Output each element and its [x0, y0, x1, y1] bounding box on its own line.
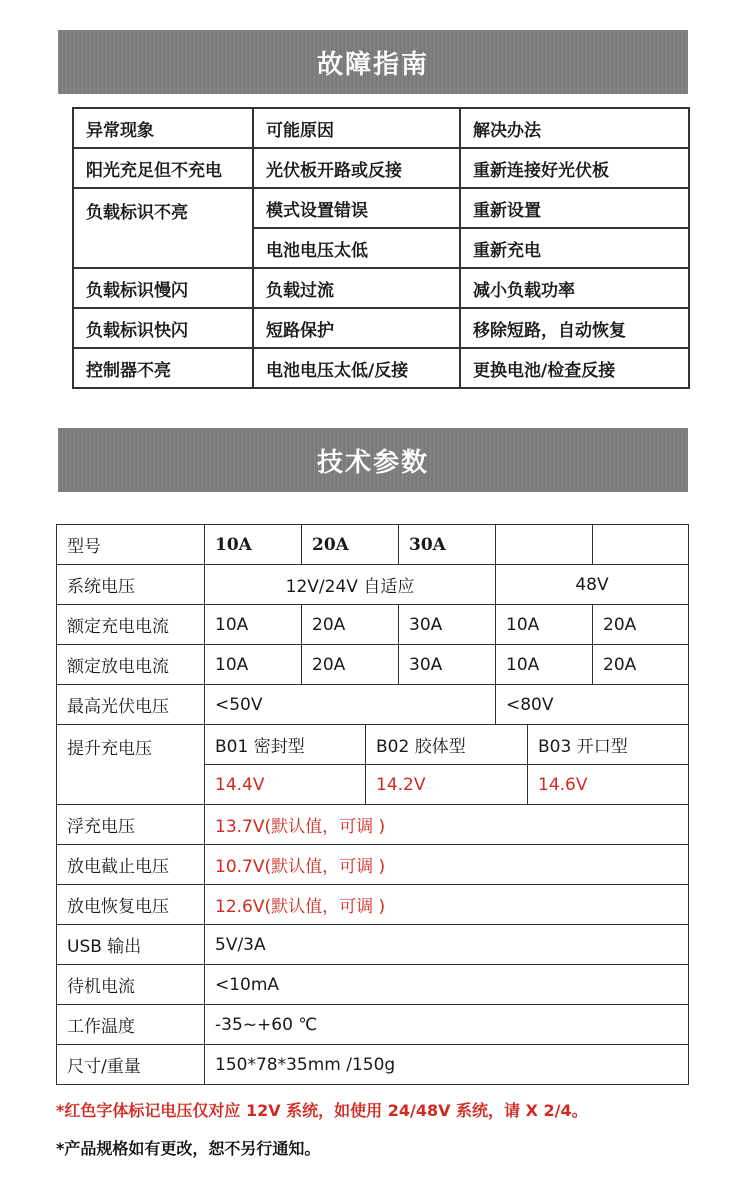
table-row [57, 1045, 689, 1085]
model-cell: 10A [205, 525, 302, 565]
battery-type-cell: B03 开口型 [528, 725, 689, 765]
header-cell: 异常现象 [73, 108, 253, 148]
model-cell: 30A [399, 525, 496, 565]
table-row [57, 885, 689, 925]
header-cell: 解决办法 [460, 108, 689, 148]
solution-cell: 重新充电 [460, 228, 689, 268]
spec-table-boost [56, 724, 689, 805]
table-row [57, 725, 689, 765]
model-cell: 20A [302, 525, 399, 565]
fault-guide-table [72, 107, 690, 389]
spec-label: 额定充电电流 [57, 605, 205, 645]
boost-voltage-cell: 14.6V [528, 765, 689, 805]
table-row [57, 525, 689, 565]
spec-value: 20A [302, 645, 399, 685]
cause-cell: 模式设置错误 [253, 188, 460, 228]
spec-value: 10.7V(默认值，可调 ) [205, 845, 689, 885]
solution-cell: 重新设置 [460, 188, 689, 228]
boost-voltage-cell: 14.4V [205, 765, 366, 805]
spec-value: 30A [399, 645, 496, 685]
spec-value: 48V [496, 565, 689, 605]
cause-cell: 短路保护 [253, 308, 460, 348]
battery-type-cell: B01 密封型 [205, 725, 366, 765]
spec-value: 10A [205, 645, 302, 685]
spec-value: 13.7V(默认值，可调 ) [205, 805, 689, 845]
spec-label: USB 输出 [57, 925, 205, 965]
table-header-row [73, 108, 689, 148]
spec-value: 10A [496, 605, 593, 645]
table-row [57, 685, 689, 725]
spec-label: 系统电压 [57, 565, 205, 605]
symptom-cell: 负载标识不亮 [73, 188, 253, 268]
spec-label: 放电恢复电压 [57, 885, 205, 925]
table-row [73, 268, 689, 308]
table-row [57, 965, 689, 1005]
cause-cell: 电池电压太低/反接 [253, 348, 460, 388]
spec-value: <50V [205, 685, 496, 725]
spec-value: 12V/24V 自适应 [205, 565, 496, 605]
table-row [57, 1005, 689, 1045]
spec-label: 浮充电压 [57, 805, 205, 845]
table-row [73, 188, 689, 228]
spec-table-misc [56, 804, 689, 1085]
spec-value: -35~+60 ℃ [205, 1005, 689, 1045]
solution-cell: 减小负载功率 [460, 268, 689, 308]
spec-change-note: *产品规格如有更改，恕不另行通知。 [56, 1139, 321, 1158]
table-row [57, 805, 689, 845]
spec-value: 20A [593, 645, 689, 685]
symptom-cell: 控制器不亮 [73, 348, 253, 388]
cause-cell: 负载过流 [253, 268, 460, 308]
table-row [73, 348, 689, 388]
header-cell: 可能原因 [253, 108, 460, 148]
spec-table-main [56, 524, 689, 725]
table-row [57, 605, 689, 645]
cause-cell: 光伏板开路或反接 [253, 148, 460, 188]
fault-guide-banner [58, 30, 688, 94]
spec-label: 工作温度 [57, 1005, 205, 1045]
spec-value: <80V [496, 685, 689, 725]
spec-label: 放电截止电压 [57, 845, 205, 885]
spec-value: <10mA [205, 965, 689, 1005]
table-row [73, 148, 689, 188]
table-row [57, 645, 689, 685]
spec-value: 10A [205, 605, 302, 645]
spec-value: 12.6V(默认值，可调 ) [205, 885, 689, 925]
spec-label: 尺寸/重量 [57, 1045, 205, 1085]
tech-specs-title: 技术参数 [316, 447, 429, 478]
solution-cell: 更换电池/检查反接 [460, 348, 689, 388]
symptom-cell: 阳光充足但不充电 [73, 148, 253, 188]
spec-label: 额定放电电流 [57, 645, 205, 685]
spec-label: 提升充电压 [57, 725, 205, 805]
table-row [57, 925, 689, 965]
tech-specs-banner [58, 428, 688, 492]
spec-value: 10A [496, 645, 593, 685]
table-row [57, 565, 689, 605]
red-voltage-note: *红色字体标记电压仅对应 12V 系统，如使用 24/48V 系统，请 X 2/4。 [56, 1101, 588, 1120]
model-cell [496, 525, 593, 565]
table-row [73, 308, 689, 348]
battery-type-cell: B02 胶体型 [366, 725, 528, 765]
model-cell [593, 525, 689, 565]
spec-label: 待机电流 [57, 965, 205, 1005]
symptom-cell: 负载标识慢闪 [73, 268, 253, 308]
spec-value: 30A [399, 605, 496, 645]
spec-value: 20A [593, 605, 689, 645]
spec-value: 150*78*35mm /150g [205, 1045, 689, 1085]
fault-guide-title: 故障指南 [316, 49, 429, 80]
table-row [57, 845, 689, 885]
spec-value: 5V/3A [205, 925, 689, 965]
boost-voltage-cell: 14.2V [366, 765, 528, 805]
spec-value: 20A [302, 605, 399, 645]
spec-label: 最高光伏电压 [57, 685, 205, 725]
solution-cell: 移除短路，自动恢复 [460, 308, 689, 348]
symptom-cell: 负载标识快闪 [73, 308, 253, 348]
cause-cell: 电池电压太低 [253, 228, 460, 268]
spec-label: 型号 [57, 525, 205, 565]
solution-cell: 重新连接好光伏板 [460, 148, 689, 188]
